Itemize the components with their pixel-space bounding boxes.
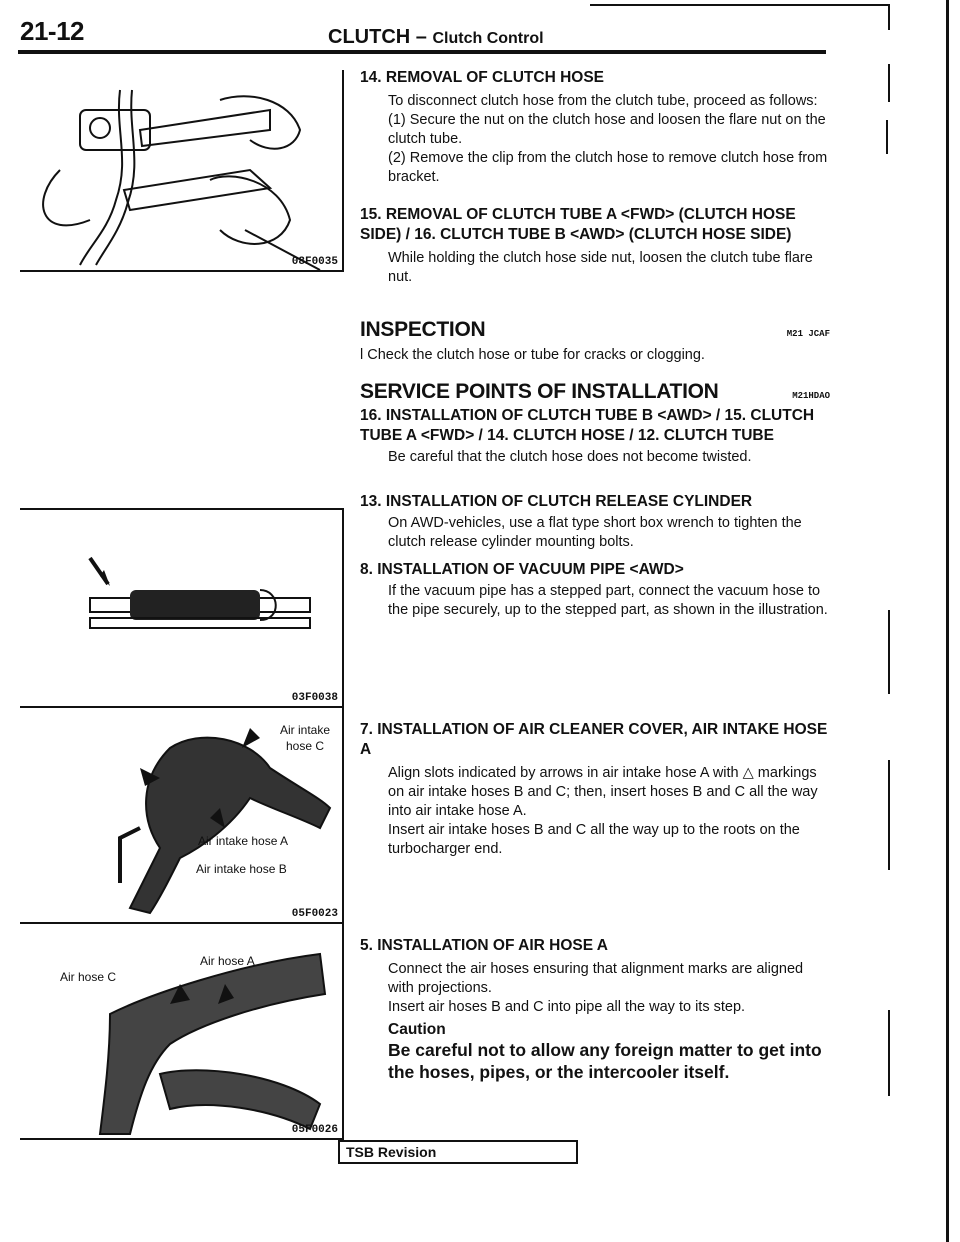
margin-line <box>888 1010 890 1096</box>
heading-install-8: 8. INSTALLATION OF VACUUM PIPE <AWD> <box>360 561 684 578</box>
vacuum-pipe-illustration <box>20 510 342 706</box>
tsb-revision-box: TSB Revision <box>338 1140 578 1164</box>
margin-line <box>888 610 890 694</box>
install-16-body: Be careful that the clutch hose does not become twisted. <box>388 449 752 465</box>
heading-14: 14. REMOVAL OF CLUTCH HOSE <box>360 69 605 86</box>
section-15 <box>360 205 830 287</box>
figure-air-hoses <box>20 922 344 1140</box>
margin-line <box>888 64 890 102</box>
inspection-bullet: l Check the clutch hose or tube for cracks or clogging. <box>360 347 705 363</box>
figure-code: 05F0026 <box>291 1124 338 1136</box>
install-7-body1: Align slots indicated by arrows in air intake hose A with △ markings on air intake hoses B and C; then, insert hoses B and C all the way into air intake hose A. <box>388 765 818 819</box>
label-air-hose-c: Air hose C <box>60 970 117 984</box>
install-5 <box>360 936 830 1083</box>
install-8-body: If the vacuum pipe has a stepped part, connect the vacuum hose to the pipe securely, up to the stepped part, as shown in the illustration. <box>388 583 828 618</box>
page-edge-line <box>946 0 949 1242</box>
install-13-body: On AWD-vehicles, use a flat type short box wrench to tighten the clutch release cylinder mounting bolts. <box>388 515 802 550</box>
page-number: 21-12 <box>20 16 84 46</box>
inspection-section <box>360 318 830 365</box>
install-5-body2: Insert air hoses B and C into pipe all the way to its step. <box>388 999 746 1015</box>
margin-line <box>888 6 890 30</box>
heading-install-7: 7. INSTALLATION OF AIR CLEANER COVER, AIR INTAKE HOSE A <box>360 721 828 758</box>
s14-step1: (1) Secure the nut on the clutch hose and loosen the flare nut on the clutch tube. <box>388 112 826 147</box>
install-13 <box>360 492 830 552</box>
figure-code: 03F0038 <box>291 692 338 704</box>
inspection-code: M21 JCAF <box>786 329 830 339</box>
figure-code: 08F0035 <box>291 256 338 268</box>
s14-step2: (2) Remove the clip from the clutch hose to remove clutch hose from bracket. <box>388 150 828 185</box>
section-title <box>328 26 544 49</box>
s14-intro: To disconnect clutch hose from the clutch tube, proceed as follows: <box>388 93 818 109</box>
label-air-intake-hose-b: Air intake hose B <box>196 862 287 876</box>
section-14 <box>360 68 830 187</box>
s15-body: While holding the clutch hose side nut, loosen the clutch tube flare nut. <box>388 250 813 285</box>
service-code: M21HDAO <box>792 391 830 401</box>
install-8 <box>360 560 830 620</box>
label-air-intake-hose-a: Air intake hose A <box>198 834 289 848</box>
service-points-section <box>360 380 830 404</box>
service-heading: SERVICE POINTS OF INSTALLATION <box>360 380 719 403</box>
label-air-hose-a: Air hose A <box>200 954 255 968</box>
heading-install-13: 13. INSTALLATION OF CLUTCH RELEASE CYLINDER <box>360 493 753 510</box>
figure-vacuum-pipe <box>20 508 344 708</box>
heading-install-5: 5. INSTALLATION OF AIR HOSE A <box>360 937 608 954</box>
title-separator: – <box>415 26 427 48</box>
header-rule <box>18 50 826 54</box>
install-16 <box>360 406 830 467</box>
wrench-illustration <box>20 70 342 270</box>
inspection-heading: INSPECTION <box>360 318 486 341</box>
install-5-body1: Connect the air hoses ensuring that alignment marks are aligned with projections. <box>388 961 804 996</box>
section-name: CLUTCH <box>328 26 411 48</box>
heading-install-16: 16. INSTALLATION OF CLUTCH TUBE B <AWD> / 15. CLUTCH TUBE A <FWD> / 14. CLUTCH HOSE / 12. CLUTCH TUBE <box>360 407 815 444</box>
figure-code: 05F0023 <box>291 908 338 920</box>
install-7-body2: Insert air intake hoses B and C all the way up to the roots on the turbocharger end. <box>388 822 800 857</box>
margin-line <box>888 760 890 870</box>
figure-air-intake-hoses <box>20 706 344 924</box>
heading-15: 15. REMOVAL OF CLUTCH TUBE A <FWD> (CLUTCH HOSE SIDE) / 16. CLUTCH TUBE B <AWD> (CLUTCH HOSE SIDE) <box>360 206 796 243</box>
margin-line <box>886 120 888 154</box>
air-hose-illustration <box>20 924 342 1138</box>
top-rule <box>590 4 890 6</box>
caution-text: Be careful not to allow any foreign matter to get into the hoses, pipes, or the intercooler itself. <box>388 1040 822 1082</box>
caution-label: Caution <box>388 1021 446 1038</box>
label-air-intake-hose-c: Air intake hose C <box>279 723 331 753</box>
figure-wrench <box>20 70 344 272</box>
install-7 <box>360 720 830 859</box>
label-air-hose-b: Air hose B <box>232 1038 288 1052</box>
subsection-name: Clutch Control <box>432 30 544 47</box>
